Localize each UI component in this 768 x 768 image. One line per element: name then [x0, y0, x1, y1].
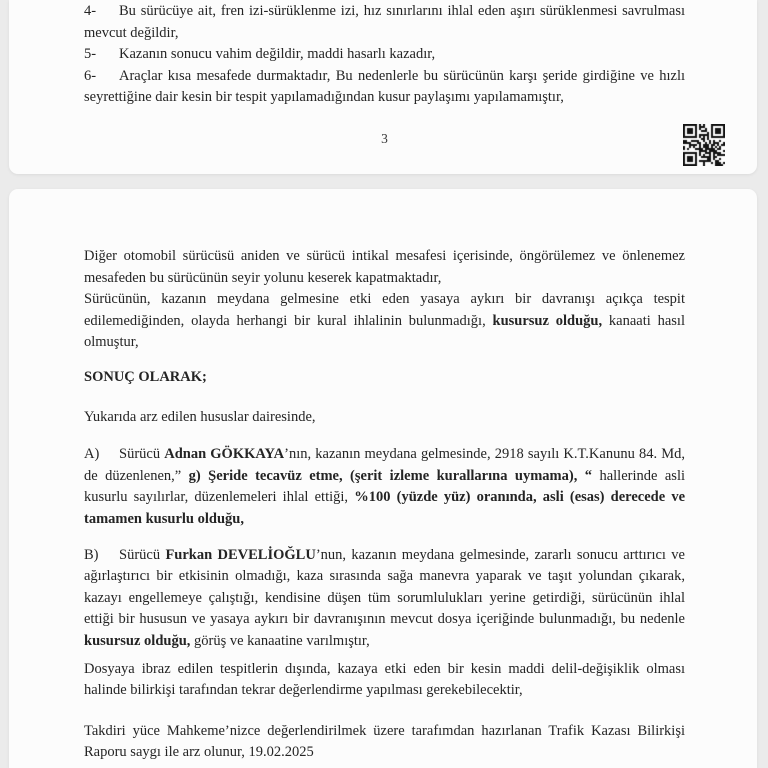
item-b-faultless-bold: kusursuz olduğu, — [84, 632, 191, 649]
para-intro: Yukarıda arz edilen hususlar dairesinde, — [84, 408, 316, 425]
second-page-content — [9, 189, 757, 764]
para-new-evidence: Dosyaya ibraz edilen tespitlerin dışında, kazaya etki eden bir kesin maddi delil-değişiklik olması halinde bilirkişi tarafından tekrar değerlendirme yapılması gerekebilecektir, — [84, 660, 685, 699]
item-a-label: A) — [84, 446, 100, 463]
first-page — [9, 0, 757, 174]
qr-code-icon — [683, 124, 725, 166]
item-a-r3: hallerinde asli kusurlu sayılırlar, düzenlemeleri ihlal ettiği, — [84, 467, 685, 506]
para-no-violation-bold: kusursuz olduğu, — [492, 312, 603, 329]
finding-item-4-number: 4- — [84, 3, 97, 19]
finding-item-4 — [84, 1, 685, 44]
finding-item-5 — [84, 44, 685, 66]
para-no-violation — [84, 289, 685, 354]
item-a-driver-gokkaya — [84, 444, 685, 530]
item-b-driver-name: Furkan DEVELİOĞLU — [165, 546, 316, 563]
para-closing: Takdiri yüce Mahkeme’nizce değerlendirilmek üzere tarafımdan hazırlanan Trafik Kazası Bilirkişi Raporu saygı ile arz olunur, 19.02.2025 — [84, 722, 685, 761]
item-a-r1: Sürücü — [119, 446, 165, 463]
para-no-violation-tail: kanaati hasıl olmuştur, — [84, 312, 685, 351]
finding-item-5-text: Kazanın sonucu vahim değildir, maddi hasarlı kazadır, — [119, 46, 436, 63]
para-no-violation-text: Sürücünün, kazanın meydana gelmesine etki eden yasaya aykırı bir davranışı açıkça tespit edilemediğinden, olayda herhangi bir kural ihlalinin bulunmadığı, — [84, 291, 685, 329]
page-number: 3 — [381, 130, 388, 146]
first-page-content — [9, 0, 757, 150]
second-page — [9, 189, 757, 768]
finding-item-5-number: 5- — [84, 46, 97, 63]
finding-item-6-number: 6- — [84, 67, 97, 84]
item-a-r2: ’nın, kazanın meydana gelmesinde, 2918 sayılı K.T.Kanunu 84. Md, de düzenlenen,” — [84, 446, 685, 484]
finding-item-4-text: Bu sürücüye ait, fren izi-sürüklenme izi, hız sınırlarını ihlal eden aşırı sürüklenmesi savrulması mevcut değildir, — [84, 3, 685, 41]
item-b-label: B) — [84, 546, 99, 563]
item-b-r3: görüş ve kanaatine varılmıştır, — [190, 632, 370, 649]
item-a-driver-name: Adnan GÖKKAYA — [164, 446, 285, 463]
finding-item-6 — [84, 66, 685, 109]
item-b-r2: ’nun, kazanın meydana gelmesinde, zararlı sonucu arttırıcı ve ağırlaştırıcı bir etkisinin olmadığı, kaza sırasında sağa manevra yaparak ve taşıt yolundan çıkarak, kazayı engellemeye çalıştığı, kendisine düşen tüm sorumlulukları yerine getirdiği, sürücünün ihlal ettiği bir hususun ve yasaya aykırı bir davranışının mevcut dosya içeriğinde bulunmadığı, bu nedenle — [84, 546, 685, 628]
finding-item-6-text: Araçlar kısa mesafede durmaktadır, Bu nedenlerle bu sürücünün karşı şeride girdiğine ve hızlı seyrettiğine dair kesin bir tespit yapılamadığından kusur paylaşımı yapılamamıştır, — [84, 67, 685, 106]
item-b-driver-develioglu — [84, 545, 685, 653]
item-a-rule-bold: g) Şeride tecavüz etme, (şerit izleme kurallarına uymama), “ — [188, 467, 593, 484]
para-other-driver: Diğer otomobil sürücüsü aniden ve sürücü intikal mesafesi içerisinde, öngörülemez ve önlenemez mesafeden bu sürücünün seyir yolunu keserek kapatmaktadır, — [84, 248, 685, 286]
item-b-r1: Sürücü — [119, 546, 166, 563]
heading-conclusion: SONUÇ OLARAK; — [84, 368, 207, 385]
item-a-fault-bold: %100 (yüzde yüz) oranında, asli (esas) derecede ve tamamen kusurlu olduğu, — [84, 489, 685, 527]
